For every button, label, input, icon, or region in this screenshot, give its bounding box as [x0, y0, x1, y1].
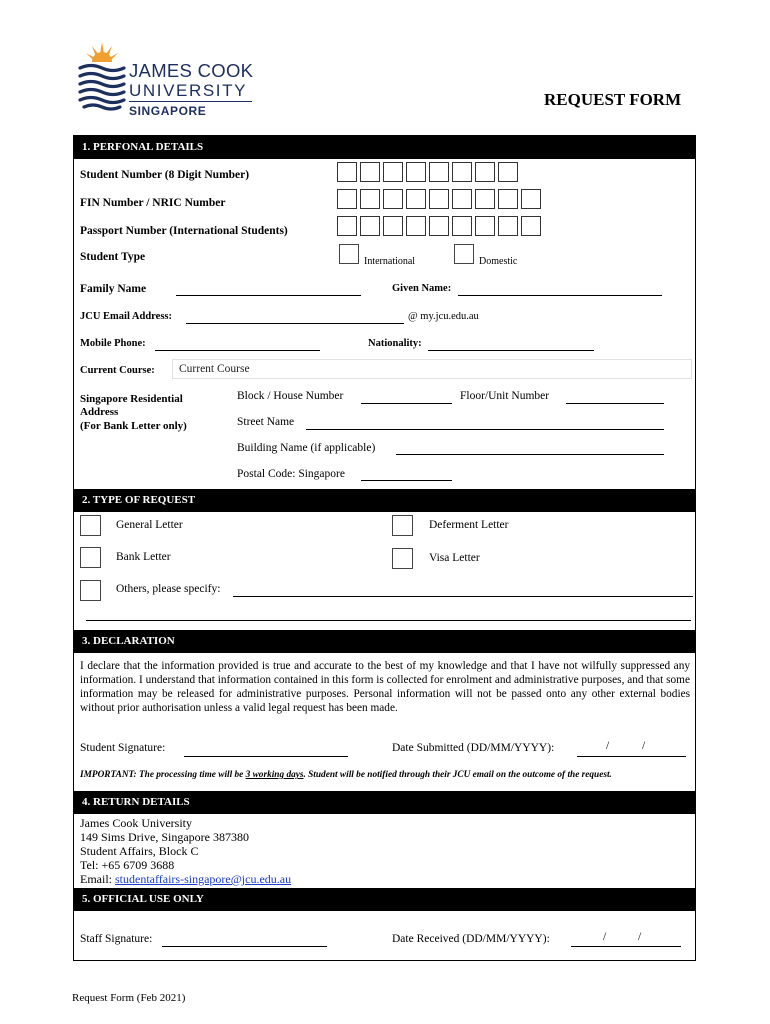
- section-official-heading: 5. OFFICIAL USE ONLY: [74, 888, 696, 911]
- digit-box[interactable]: [475, 216, 495, 236]
- digit-box[interactable]: [337, 189, 357, 209]
- building-label: Building Name (if applicable): [237, 442, 376, 454]
- form-title: REQUEST FORM: [544, 90, 682, 109]
- digit-box[interactable]: [383, 216, 403, 236]
- email-field[interactable]: [186, 323, 404, 324]
- digit-box[interactable]: [498, 162, 518, 182]
- return-line-2: 149 Sims Drive, Singapore 387380: [80, 830, 249, 844]
- course-label: Current Course:: [80, 365, 155, 376]
- logo-line-2: UNIVERSITY: [129, 80, 248, 100]
- digit-box[interactable]: [452, 189, 472, 209]
- street-label: Street Name: [237, 416, 295, 428]
- declaration-text: I declare that the information provided is true and accurate to the best of my knowledge and that I have not wilfully suppressed any information. I understand that information contained in this form is collected for enrolment and administrative purposes, and that some information may be released for administrative purposes. Personal information will not be passed onto any other external bodies without prior authorisation unless a valid legal request has been made.: [80, 660, 690, 714]
- digit-box[interactable]: [429, 189, 449, 209]
- return-line-3: Student Affairs, Block C: [80, 844, 199, 858]
- deferment-letter-label: Deferment Letter: [429, 519, 509, 531]
- return-email-link[interactable]: studentaffairs-singapore@jcu.edu.au: [115, 872, 292, 886]
- given-name-label: Given Name:: [392, 283, 452, 294]
- domestic-label: Domestic: [479, 256, 518, 267]
- digit-box[interactable]: [521, 216, 541, 236]
- email-suffix: @ my.jcu.edu.au: [408, 311, 479, 322]
- floor-field[interactable]: [566, 403, 664, 404]
- digit-box[interactable]: [406, 216, 426, 236]
- digit-box[interactable]: [498, 216, 518, 236]
- floor-label: Floor/Unit Number: [460, 390, 550, 402]
- given-name-field[interactable]: [458, 295, 662, 296]
- bank-letter-checkbox[interactable]: [80, 547, 101, 568]
- building-field[interactable]: [396, 454, 664, 455]
- postal-field[interactable]: [361, 480, 452, 481]
- important-note: [80, 770, 612, 780]
- digit-box[interactable]: [429, 216, 449, 236]
- logo-rule: [129, 101, 252, 102]
- digit-box[interactable]: [452, 162, 472, 182]
- date-received-slash-2: /: [638, 931, 642, 943]
- student-signature-field[interactable]: [184, 756, 348, 757]
- digit-box[interactable]: [337, 216, 357, 236]
- current-course-input[interactable]: Current Course: [172, 359, 692, 379]
- student-number-boxes[interactable]: [337, 162, 518, 182]
- digit-box[interactable]: [383, 162, 403, 182]
- nationality-label: Nationality:: [368, 338, 422, 349]
- passport-label: Passport Number (International Students): [80, 225, 288, 237]
- digit-box[interactable]: [360, 162, 380, 182]
- footer-text: Request Form (Feb 2021): [72, 992, 186, 1004]
- date-received-field[interactable]: [571, 946, 681, 947]
- fin-boxes[interactable]: [337, 189, 541, 209]
- others-checkbox[interactable]: [80, 580, 101, 601]
- domestic-checkbox[interactable]: [454, 244, 474, 264]
- address-label-1: Singapore Residential: [80, 393, 183, 405]
- return-line-1: James Cook University: [80, 816, 192, 830]
- digit-box[interactable]: [475, 162, 495, 182]
- date-received-slash-1: /: [603, 931, 607, 943]
- date-submitted-field[interactable]: [577, 756, 686, 757]
- return-email-prefix: Email:: [80, 872, 115, 886]
- digit-box[interactable]: [475, 189, 495, 209]
- family-name-field[interactable]: [176, 295, 361, 296]
- digit-box[interactable]: [498, 189, 518, 209]
- bank-letter-label: Bank Letter: [116, 551, 171, 563]
- section-return-heading: 4. RETURN DETAILS: [74, 791, 696, 814]
- address-label-3: (For Bank Letter only): [80, 420, 187, 432]
- important-post: . Student will be notified through their JCU email on the outcome of the request.: [303, 770, 612, 780]
- student-number-label: Student Number (8 Digit Number): [80, 169, 250, 181]
- deferment-letter-checkbox[interactable]: [392, 515, 413, 536]
- passport-boxes[interactable]: [337, 216, 541, 236]
- general-letter-label: General Letter: [116, 519, 183, 531]
- nationality-field[interactable]: [428, 350, 594, 351]
- digit-box[interactable]: [406, 162, 426, 182]
- digit-box[interactable]: [360, 189, 380, 209]
- return-line-4: Tel: +65 6709 3688: [80, 858, 175, 872]
- postal-label: Postal Code: Singapore: [237, 468, 345, 480]
- street-field[interactable]: [306, 429, 664, 430]
- others-label: Others, please specify:: [116, 583, 221, 595]
- digit-box[interactable]: [429, 162, 449, 182]
- general-letter-checkbox[interactable]: [80, 515, 101, 536]
- digit-box[interactable]: [360, 216, 380, 236]
- mobile-label: Mobile Phone:: [80, 338, 146, 349]
- family-name-label: Family Name: [80, 283, 147, 295]
- others-field-line-2[interactable]: [86, 620, 691, 621]
- visa-letter-checkbox[interactable]: [392, 548, 413, 569]
- date-submitted-slash-1: /: [606, 740, 610, 752]
- visa-letter-label: Visa Letter: [429, 552, 480, 564]
- digit-box[interactable]: [406, 189, 426, 209]
- address-label-2: Address: [80, 406, 119, 418]
- date-submitted-label: Date Submitted (DD/MM/YYYY):: [392, 742, 555, 754]
- return-address: [80, 816, 291, 886]
- student-type-label: Student Type: [80, 251, 146, 263]
- email-label: JCU Email Address:: [80, 311, 172, 322]
- university-name: [129, 62, 253, 117]
- logo-line-3: SINGAPORE: [129, 103, 207, 118]
- others-field[interactable]: [233, 596, 693, 597]
- section-request-heading: 2. TYPE OF REQUEST: [74, 489, 696, 512]
- date-submitted-slash-2: /: [642, 740, 646, 752]
- logo-line-1: JAMES COOK: [129, 60, 254, 81]
- digit-box[interactable]: [383, 189, 403, 209]
- mobile-field[interactable]: [155, 350, 320, 351]
- block-label: Block / House Number: [237, 390, 344, 402]
- digit-box[interactable]: [337, 162, 357, 182]
- date-received-label: Date Received (DD/MM/YYYY):: [392, 933, 550, 945]
- staff-signature-field[interactable]: [162, 946, 327, 947]
- international-checkbox[interactable]: [339, 244, 359, 264]
- student-signature-label: Student Signature:: [80, 742, 166, 754]
- international-label: International: [364, 256, 416, 267]
- fin-label: FIN Number / NRIC Number: [80, 197, 226, 209]
- jcu-logo-icon: [78, 40, 126, 112]
- section-declaration-heading: 3. DECLARATION: [74, 630, 696, 653]
- section-personal-heading: 1. PERFONAL DETAILS: [74, 136, 696, 159]
- staff-signature-label: Staff Signature:: [80, 933, 153, 945]
- digit-box[interactable]: [452, 216, 472, 236]
- block-field[interactable]: [361, 403, 452, 404]
- digit-box[interactable]: [521, 189, 541, 209]
- important-days: 3 working days: [245, 770, 304, 780]
- important-pre: IMPORTANT: The processing time will be: [80, 770, 246, 780]
